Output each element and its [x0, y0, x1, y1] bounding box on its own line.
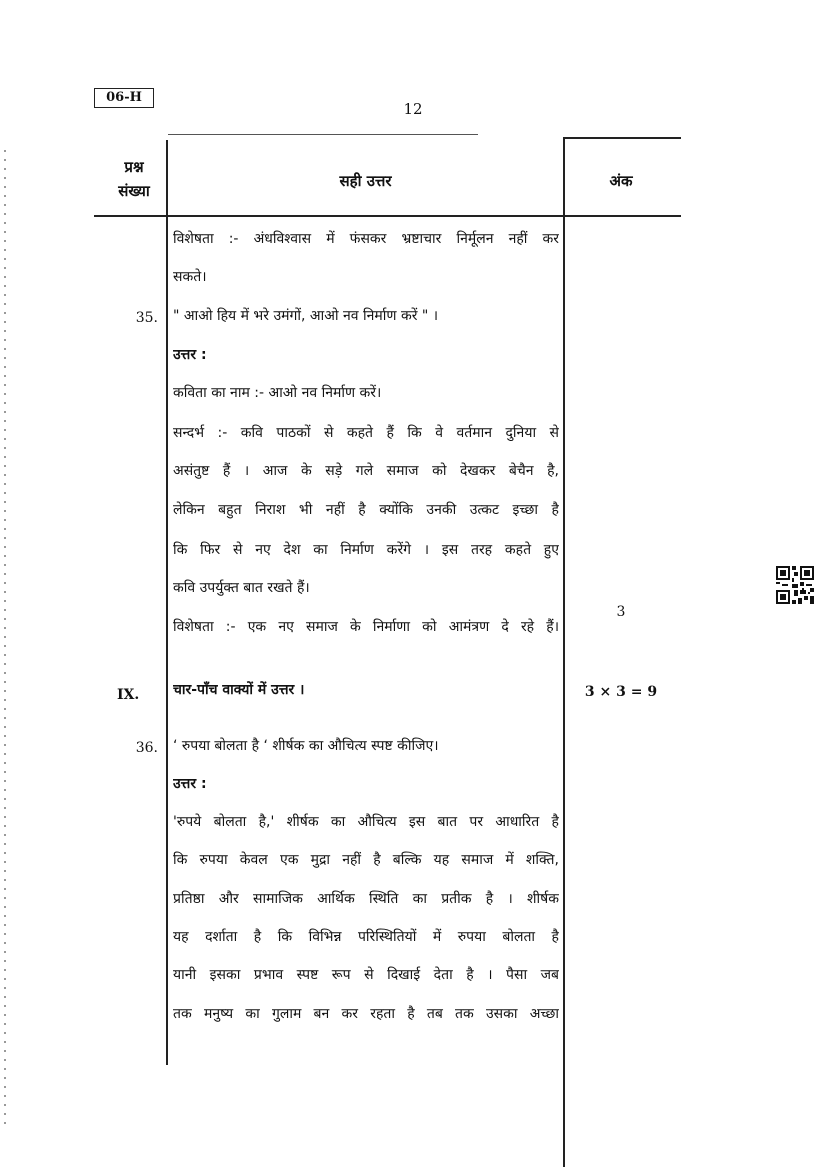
section-number: IX.	[117, 687, 140, 703]
question-number-36: 36.	[135, 740, 158, 756]
scan-edge-dots	[4, 150, 6, 1130]
answer-line-5: कविता का नाम :- आओ नव निर्माण करें।	[173, 385, 382, 401]
column-divider-right	[563, 137, 565, 1167]
page-number: 12	[403, 100, 423, 118]
header-question-number-line1: प्रश्न	[124, 158, 144, 176]
question-36-text: ‘ रुपया बोलता है ‘ शीर्षक का औचित्य स्पष्ट कीजिए।	[173, 738, 439, 754]
answer-line-1: विशेषता :- अंधविश्वास में फंसकर भ्रष्टाचार निर्मूलन नहीं कर	[173, 231, 559, 247]
answer-line-15: 'रुपये बोलता है,' शीर्षक का औचित्य इस बात पर आधारित है	[173, 814, 559, 830]
answer-line-8: लेकिन बहुत निराश भी नहीं है क्योंकि उनकी उत्कट इच्छा है	[173, 502, 559, 518]
header-marks: अंक	[609, 172, 633, 190]
paper-code: 06-H	[94, 88, 154, 108]
answer-line-18: यह दर्शाता है कि विभिन्न परिस्थितियों में रुपया बोलता है	[173, 929, 559, 945]
question-35-text: " आओ हिय में भरे उमंगों, आओ नव निर्माण करें " ।	[173, 308, 439, 324]
answer-label: उत्तर :	[173, 347, 207, 363]
answer-line-11: विशेषता :- एक नए समाज के निर्माणा को आमंत्रण दे रहे हैं।	[173, 619, 559, 635]
answer-line-20: तक मनुष्य का गुलाम बन कर रहता है तब तक उसका अच्छा	[173, 1006, 559, 1022]
table-top-rule-left	[168, 134, 478, 135]
header-question-number-line2: संख्या	[118, 182, 150, 200]
column-divider-left	[166, 140, 168, 1065]
answer-line-7: असंतुष्ट हैं । आज के सड़े गले समाज को देखकर बेचैन है,	[173, 463, 559, 479]
question-number-35: 35.	[135, 310, 158, 326]
answer-line-2: सकते।	[173, 269, 207, 285]
marks-question-35: 3	[616, 604, 626, 620]
section-marks: 3 × 3 = 9	[584, 684, 658, 700]
answer-line-9: कि फिर से नए देश का निर्माण करेंगे । इस तरह कहते हुए	[173, 542, 559, 558]
answer-label: उत्तर :	[173, 776, 207, 792]
qr-code-icon	[776, 566, 814, 604]
header-correct-answer: सही उत्तर	[339, 172, 392, 190]
answer-line-6: सन्दर्भ :- कवि पाठकों से कहते हैं कि वे वर्तमान दुनिया से	[173, 425, 559, 441]
answer-line-17: प्रतिष्ठा और सामाजिक आर्थिक स्थिति का प्रतीक है । शीर्षक	[173, 891, 559, 907]
table-top-rule-right	[563, 137, 681, 139]
answer-line-19: यानी इसका प्रभाव स्पष्ट रूप से दिखाई देता है । पैसा जब	[173, 967, 559, 983]
table-header-rule	[94, 215, 681, 217]
answer-line-10: कवि उपर्युक्त बात रखते हैं।	[173, 580, 310, 596]
answer-line-16: कि रुपया केवल एक मुद्रा नहीं है बल्कि यह समाज में शक्ति,	[173, 852, 559, 868]
section-title: चार-पाँच वाक्यों में उत्तर ।	[173, 682, 305, 698]
